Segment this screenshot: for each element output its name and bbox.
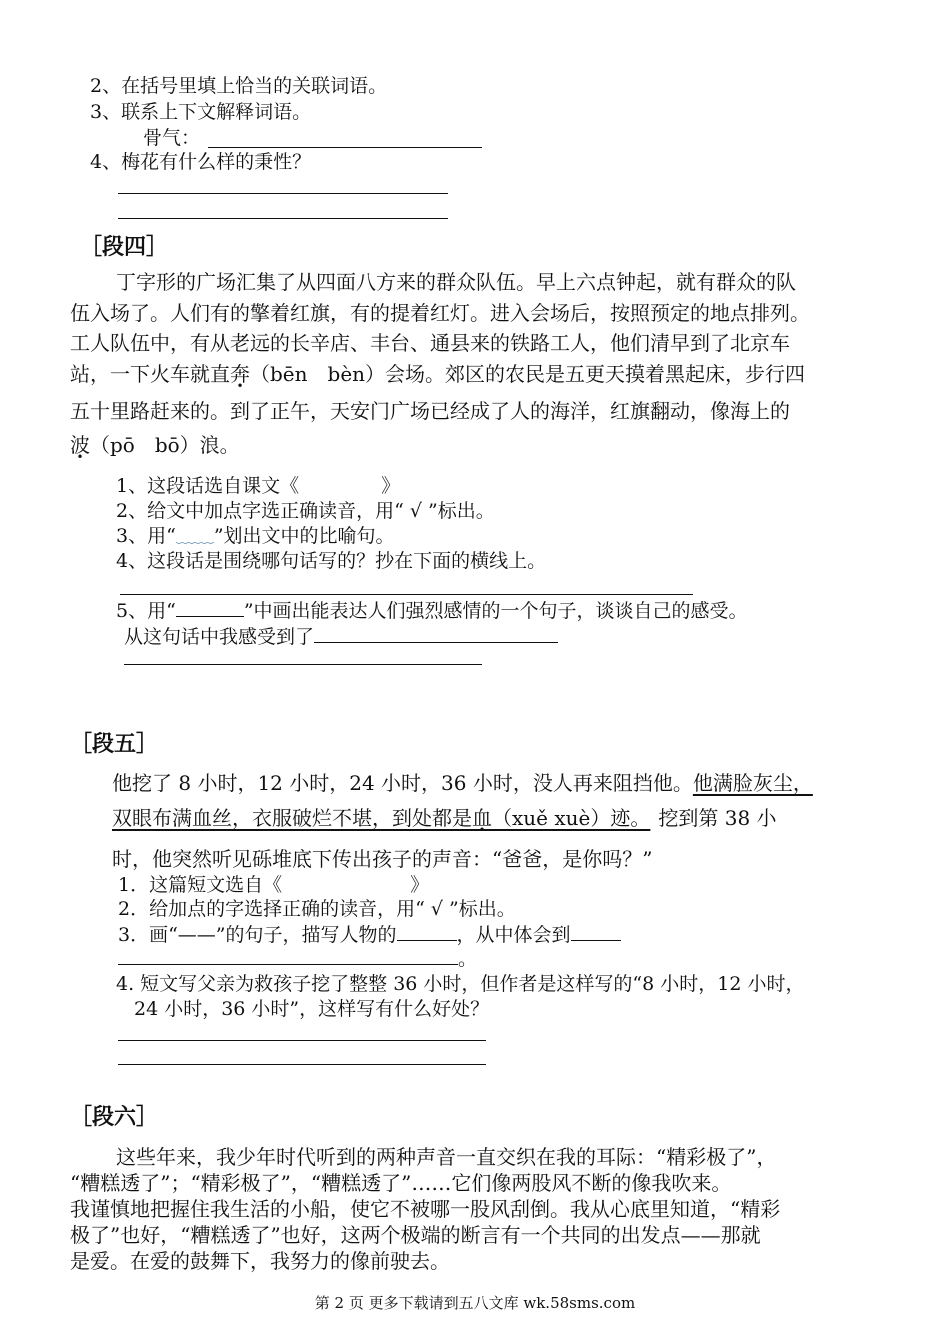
sec4-question-1 bbox=[116, 474, 400, 498]
sec5-question-1 bbox=[118, 873, 429, 897]
underlined-text: （xuě xuè）迹。 bbox=[492, 806, 651, 830]
blank bbox=[571, 922, 621, 941]
text: 5、用“ bbox=[116, 600, 176, 622]
text: （pō bō）浪。 bbox=[90, 433, 240, 457]
sec6-para-line: 这些年来，我少年时代听到的两种声音一直交织在我的耳际：“精彩极了”， bbox=[116, 1145, 777, 1169]
section-4-title: ［段四］ bbox=[80, 235, 169, 260]
text: 》 bbox=[410, 874, 430, 896]
sec5-question-3 bbox=[118, 922, 621, 947]
sec5-question-4b: 24 小时，36 小时”，这样写有什么好处？ bbox=[134, 998, 490, 1020]
text: ，从中体会到 bbox=[456, 924, 571, 946]
text: （bēn bèn）会场。郊区的农民是五更天摸着黑起床，步行四 bbox=[250, 362, 806, 386]
text: 1、这段话选自课文《 bbox=[116, 475, 300, 497]
section-5-title: ［段五］ bbox=[70, 732, 159, 757]
dotted-char: 波 bbox=[70, 433, 90, 457]
text: 挖到第 38 小 bbox=[658, 806, 777, 830]
top-question-3: 3、联系上下文解释词语。 bbox=[90, 101, 312, 123]
text: 3、用“ bbox=[116, 525, 176, 547]
sec4-para-line bbox=[70, 361, 805, 387]
blank bbox=[314, 624, 558, 643]
blank bbox=[118, 946, 458, 965]
page-footer: 第 2 页 更多下载请到五八文库 wk.58sms.com bbox=[314, 1294, 636, 1312]
text: 》 bbox=[381, 475, 401, 497]
top-question-4: 4、梅花有什么样的秉性？ bbox=[90, 151, 312, 173]
answer-line bbox=[118, 218, 448, 219]
sec4-para-line: 丁字形的广场汇集了从四面八方来的群众队伍。早上六点钟起，就有群众的队 bbox=[116, 270, 796, 294]
answer-line bbox=[208, 147, 482, 148]
sec5-question-3-line bbox=[118, 946, 477, 971]
blank bbox=[397, 922, 457, 941]
text: 1．这篇短文选自《 bbox=[118, 874, 283, 896]
sec4-question-2: 2、给文中加点字选正确读音，用“ √ ”标出。 bbox=[116, 500, 495, 522]
answer-line bbox=[118, 1040, 486, 1041]
text: ”划出文中的比喻句。 bbox=[213, 525, 395, 547]
underlined-text: 双眼布满血丝，衣服破烂不堪，到处都是 bbox=[112, 806, 472, 830]
answer-line bbox=[118, 1064, 486, 1065]
sec4-question-5-feel bbox=[124, 624, 558, 649]
sec4-para-line bbox=[70, 432, 240, 458]
text: 他挖了 8 小时，12 小时，24 小时，36 小时，没人再来阻挡他。 bbox=[112, 771, 693, 795]
sec5-para-line bbox=[112, 805, 777, 831]
sec4-para-line: 五十里路赶来的。到了正午，天安门广场已经成了人的海洋，红旗翻动，像海上的 bbox=[70, 399, 790, 423]
text: 从这句话中我感受到了 bbox=[124, 626, 315, 648]
text: 3．画“——”的句子，描写人物的 bbox=[118, 924, 397, 946]
sec5-question-4: 4. 短文写父亲为救孩子挖了整整 36 小时，但作者是这样写的“8 小时，12 小时， bbox=[116, 973, 805, 995]
text: 站，一下火车就直 bbox=[70, 362, 230, 386]
wavy-mark: ﹏﹏ bbox=[175, 525, 214, 547]
dotted-char: 血 bbox=[472, 806, 492, 830]
sec4-para-line: 工人队伍中，有从老远的长辛店、丰台、通县来的铁路工人，他们清早到了北京车 bbox=[70, 331, 790, 355]
text: 。 bbox=[458, 948, 478, 970]
sec4-question-3 bbox=[116, 524, 395, 548]
section-6-title: ［段六］ bbox=[70, 1105, 159, 1130]
sec5-question-2: 2．给加点的字选择正确的读音，用“ √ ”标出。 bbox=[118, 898, 516, 920]
sec4-question-4: 4、这段话是围绕哪句话写的？抄在下面的横线上。 bbox=[116, 550, 547, 572]
sec5-para-line: 时，他突然听见砾堆底下传出孩子的声音：“爸爸，是你吗？” bbox=[112, 847, 653, 871]
answer-line bbox=[118, 193, 448, 194]
dotted-char: 奔 bbox=[230, 362, 250, 386]
sec4-para-line: 伍入场了。人们有的擎着红旗，有的提着红灯。进入会场后，按照预定的地点排列。 bbox=[70, 301, 810, 325]
answer-line bbox=[120, 594, 693, 595]
sec6-para-line: 我谨慎地把握住我生活的小船，使它不被哪一股风刮倒。我从心底里知道，“精彩 bbox=[70, 1197, 781, 1221]
sec6-para-line: “糟糕透了”；“精彩极了”，“糟糕透了”……它们像两股风不断的像我吹来。 bbox=[70, 1171, 732, 1195]
sec6-para-line: 极了”也好，“糟糕透了”也好，这两个极端的断言有一个共同的出发点——那就 bbox=[70, 1223, 761, 1247]
sec6-para-line: 是爱。在爱的鼓舞下，我努力的像前驶去。 bbox=[70, 1249, 450, 1273]
answer-line bbox=[124, 664, 482, 665]
blank bbox=[176, 598, 244, 617]
underlined-text: 他满脸灰尘， bbox=[692, 771, 813, 795]
sec5-para-line bbox=[112, 770, 813, 796]
sec4-question-5 bbox=[116, 598, 748, 623]
text: ”中画出能表达人们强烈感情的一个句子，谈谈自己的感受。 bbox=[243, 600, 748, 622]
top-question-3-word: 骨气： bbox=[143, 127, 201, 149]
top-question-2: 2、在括号里填上恰当的关联词语。 bbox=[90, 75, 388, 97]
